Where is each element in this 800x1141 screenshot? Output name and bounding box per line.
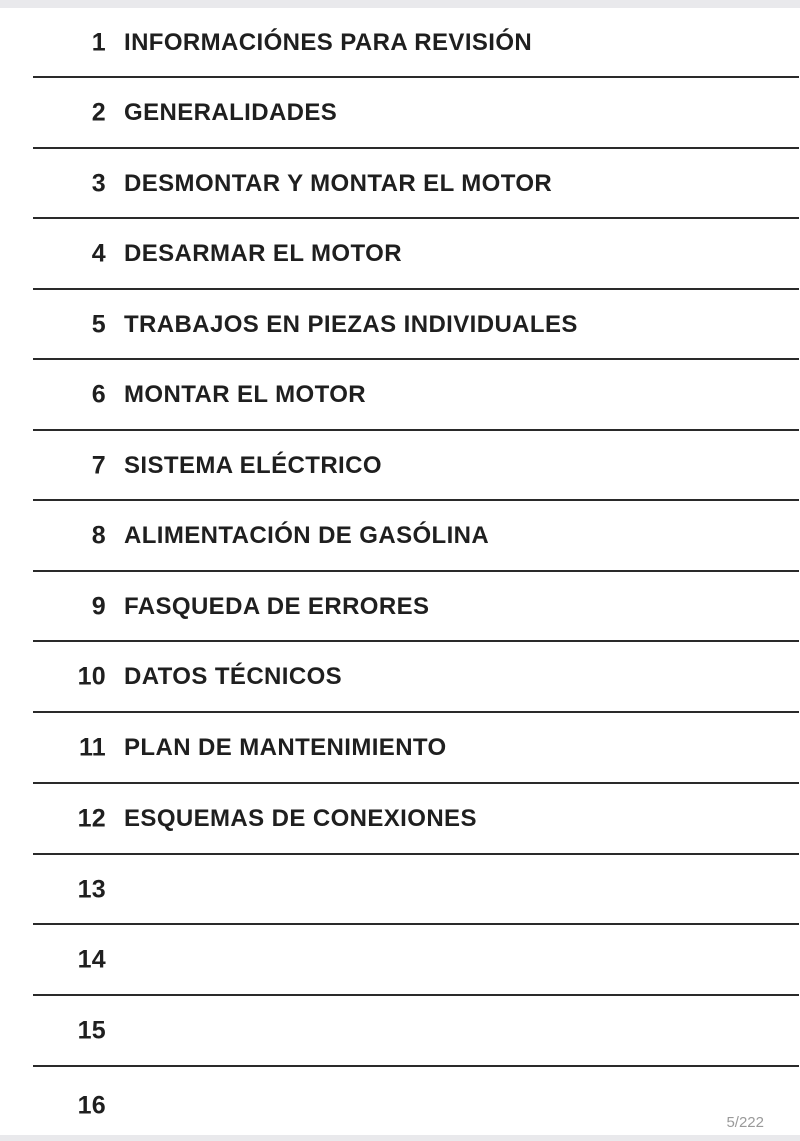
document-page xyxy=(0,8,800,1135)
toc-entry-number: 11 xyxy=(78,733,106,762)
toc-entry-8[interactable] xyxy=(0,501,800,571)
toc-entry-9[interactable] xyxy=(0,572,800,642)
toc-entry-14[interactable] xyxy=(0,925,800,995)
toc-entry-title: DATOS TÉCNICOS xyxy=(124,663,343,690)
toc-divider xyxy=(33,1065,799,1067)
page-indicator: 5/222 xyxy=(726,1114,764,1131)
toc-entry-number: 15 xyxy=(77,1016,106,1045)
toc-entry-title: INFORMACIÓNES PARA REVISIÓN xyxy=(124,29,533,56)
toc-entry-title: TRABAJOS EN PIEZAS INDIVIDUALES xyxy=(124,311,578,338)
toc-entry-3[interactable] xyxy=(0,149,800,219)
toc-entry-2[interactable] xyxy=(0,78,800,148)
toc-entry-16[interactable] xyxy=(0,1071,800,1135)
toc-entry-11[interactable] xyxy=(0,713,800,783)
toc-entry-10[interactable] xyxy=(0,642,800,712)
toc-entry-title: DESARMAR EL MOTOR xyxy=(124,240,402,267)
toc-entry-title: PLAN DE MANTENIMIENTO xyxy=(124,734,447,761)
toc-entry-title: GENERALIDADES xyxy=(124,99,338,126)
viewer-bottom-bar xyxy=(0,1135,800,1141)
toc-entry-number: 3 xyxy=(91,169,106,198)
toc-entry-12[interactable] xyxy=(0,784,800,854)
toc-entry-title: FASQUEDA DE ERRORES xyxy=(124,593,430,620)
toc-entry-number: 10 xyxy=(77,662,106,691)
toc-entry-title: ESQUEMAS DE CONEXIONES xyxy=(124,805,477,832)
toc-entry-number: 2 xyxy=(91,98,106,127)
toc-entry-5[interactable] xyxy=(0,290,800,360)
toc-entry-title: ALIMENTACIÓN DE GASÓLINA xyxy=(124,522,490,549)
toc-entry-number: 9 xyxy=(91,592,106,621)
toc-entry-number: 13 xyxy=(77,875,106,904)
toc-entry-6[interactable] xyxy=(0,360,800,430)
toc-entry-number: 7 xyxy=(91,451,106,480)
toc-entry-number: 14 xyxy=(77,945,106,974)
toc-entry-number: 1 xyxy=(91,28,106,57)
toc-entry-number: 16 xyxy=(77,1091,106,1120)
toc-entry-number: 5 xyxy=(91,310,106,339)
toc-entry-13[interactable] xyxy=(0,855,800,925)
toc-entry-title: DESMONTAR Y MONTAR EL MOTOR xyxy=(124,170,553,197)
toc-entry-number: 4 xyxy=(91,239,106,268)
toc-entry-number: 6 xyxy=(91,380,106,409)
toc-entry-4[interactable] xyxy=(0,219,800,289)
toc-entry-15[interactable] xyxy=(0,996,800,1066)
toc-entry-7[interactable] xyxy=(0,431,800,501)
toc-entry-title: MONTAR EL MOTOR xyxy=(124,381,366,408)
table-of-contents xyxy=(0,8,800,1135)
toc-entry-1[interactable] xyxy=(0,8,800,78)
viewer-top-bar xyxy=(0,0,800,8)
toc-entry-number: 8 xyxy=(91,521,106,550)
toc-entry-number: 12 xyxy=(77,804,106,833)
toc-entry-title: SISTEMA ELÉCTRICO xyxy=(124,452,382,479)
